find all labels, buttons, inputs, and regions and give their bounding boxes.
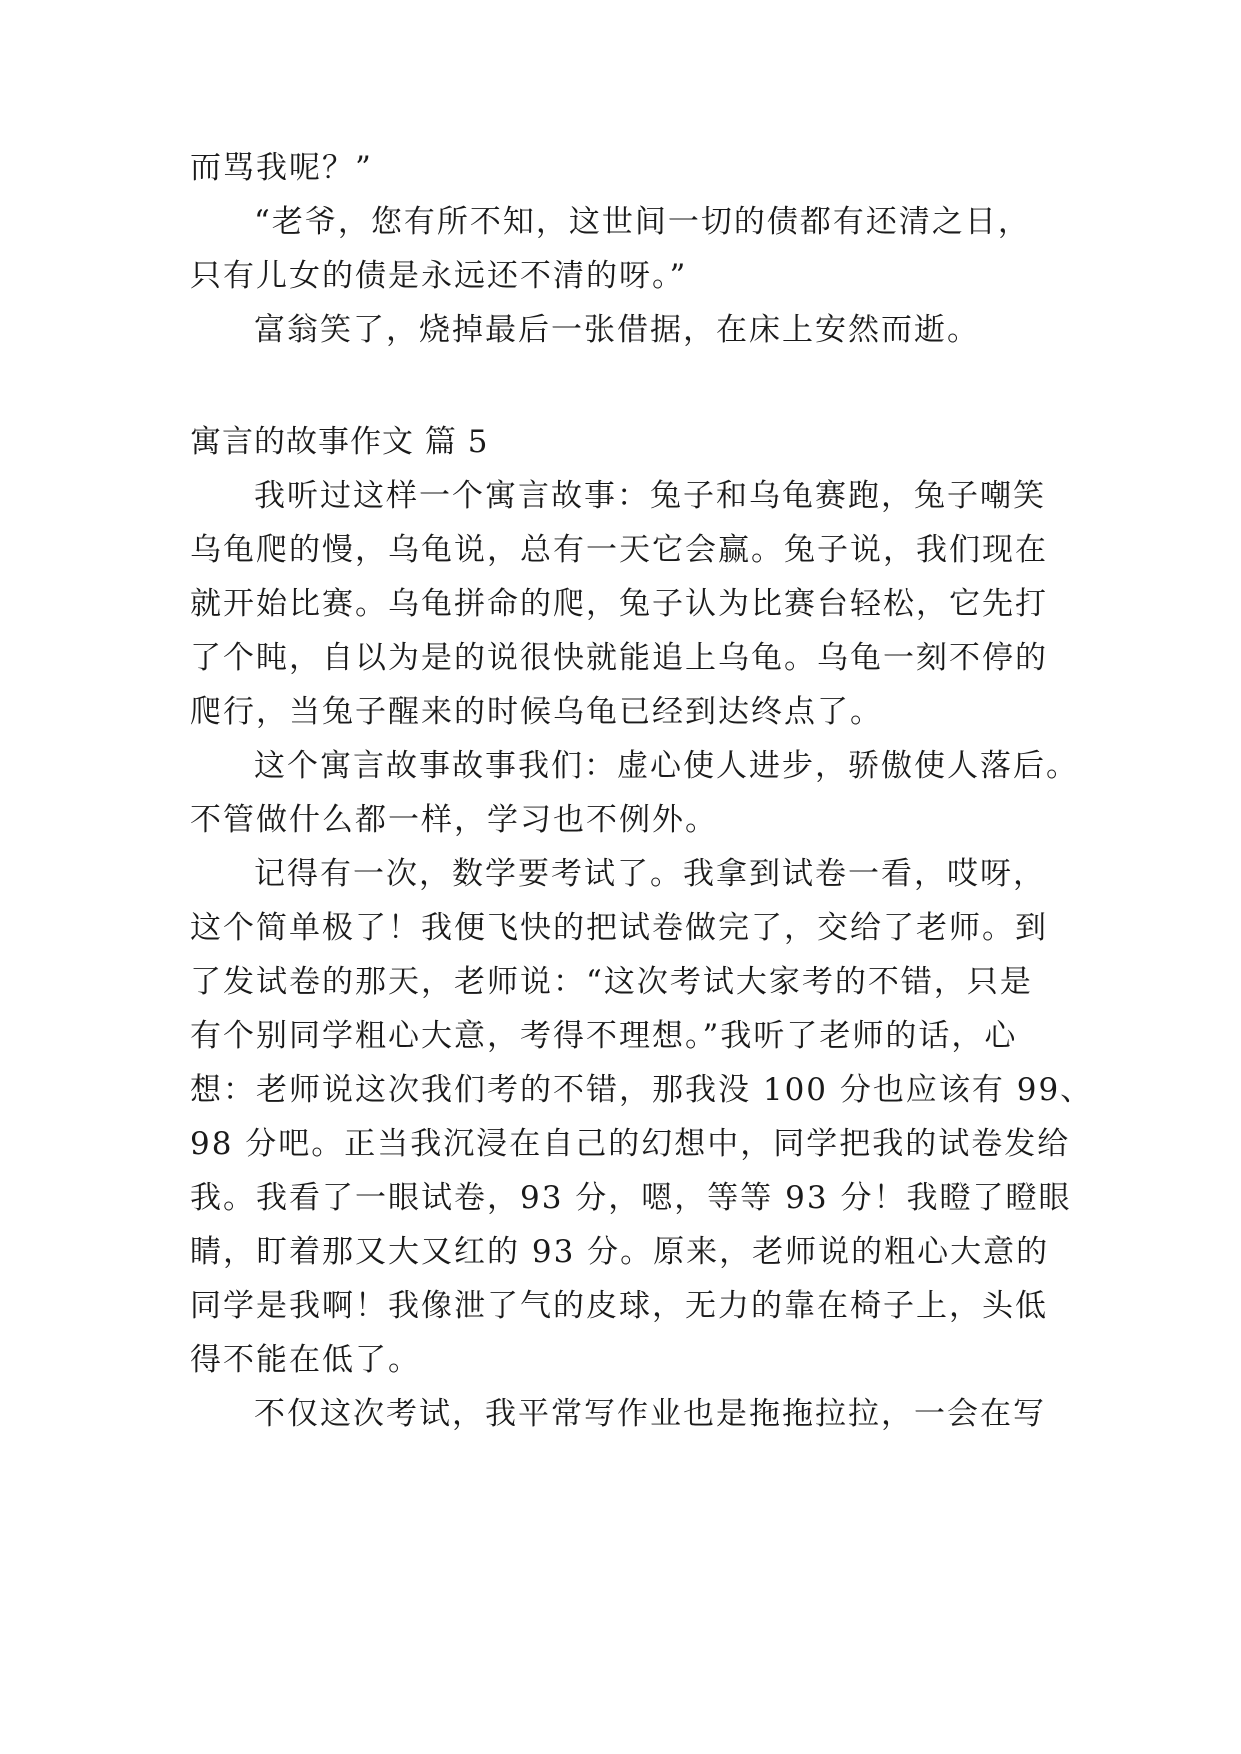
- text-line: 就开始比赛。乌龟拼命的爬，兔子认为比赛台轻松，它先打: [190, 586, 1048, 622]
- text-line: 了个盹，自以为是的说很快就能追上乌龟。乌龟一刻不停的: [190, 640, 1048, 676]
- text-line: “老爷，您有所不知，这世间一切的债都有还清之日，: [254, 204, 1031, 240]
- text-line: 而骂我呢？”: [190, 150, 373, 186]
- text-line: 富翁笑了，烧掉最后一张借据，在床上安然而逝。: [254, 312, 980, 348]
- text-line: 乌龟爬的慢，乌龟说，总有一天它会赢。兔子说，我们现在: [190, 532, 1048, 568]
- text-line: 只有儿女的债是永远还不清的呀。”: [190, 258, 688, 294]
- text-line: 记得有一次，数学要考试了。我拿到试卷一看，哎呀，: [254, 856, 1046, 892]
- text-line: 得不能在低了。: [190, 1342, 421, 1378]
- text-line: 睛，盯着那又大又红的 93 分。原来，老师说的粗心大意的: [190, 1234, 1050, 1270]
- text-line: 我听过这样一个寓言故事：兔子和乌龟赛跑，兔子嘲笑: [254, 478, 1046, 514]
- text-line: 爬行，当兔子醒来的时候乌龟已经到达终点了。: [190, 694, 883, 730]
- text-line: 这个寓言故事故事我们：虚心使人进步，骄傲使人落后。: [254, 748, 1079, 784]
- text-line: 不仅这次考试，我平常写作业也是拖拖拉拉，一会在写: [254, 1396, 1046, 1432]
- text-line: 同学是我啊！我像泄了气的皮球，无力的靠在椅子上，头低: [190, 1288, 1048, 1324]
- text-line: 不管做什么都一样，学习也不例外。: [190, 802, 718, 838]
- text-line: 了发试卷的那天，老师说：“这次考试大家考的不错，只是: [190, 964, 1033, 1000]
- text-line: 这个简单极了！我便飞快的把试卷做完了，交给了老师。到: [190, 910, 1048, 946]
- section-heading: 寓言的故事作文 篇 5: [190, 424, 489, 460]
- text-line: 有个别同学粗心大意，考得不理想。”我听了老师的话，心: [190, 1018, 1018, 1054]
- text-line: 想：老师说这次我们考的不错，那我没 100 分也应该有 99、: [190, 1072, 1094, 1108]
- text-line: 我。我看了一眼试卷，93 分，嗯，等等 93 分！我瞪了瞪眼: [190, 1180, 1072, 1216]
- text-line: 98 分吧。正当我沉浸在自己的幻想中，同学把我的试卷发给: [190, 1126, 1071, 1162]
